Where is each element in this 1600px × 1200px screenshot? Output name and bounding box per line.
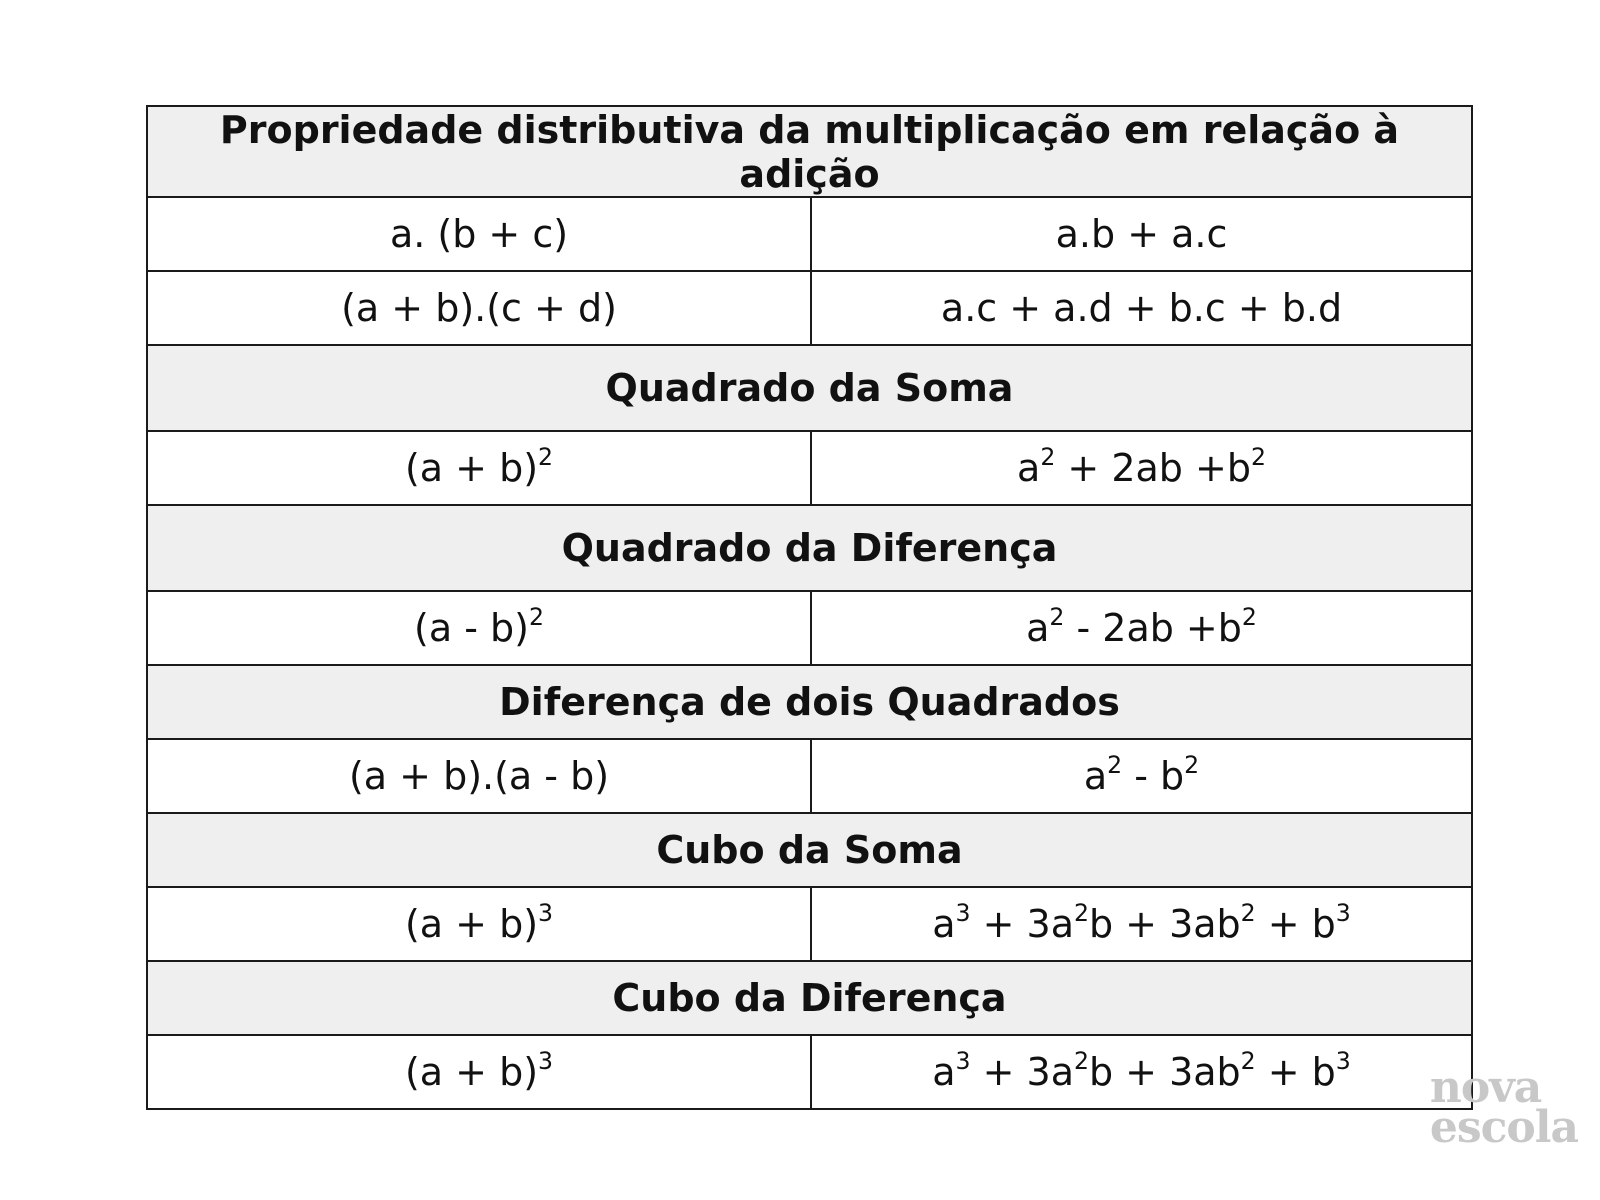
section-title-square-sum: Quadrado da Soma bbox=[147, 345, 1472, 431]
logo-line-escola: escola bbox=[1429, 1102, 1578, 1153]
section-title-cube-difference: Cubo da Diferença bbox=[147, 961, 1472, 1035]
section-header-row bbox=[147, 665, 1472, 739]
table-row bbox=[147, 739, 1472, 813]
formula-right: $a^2 - b^2$ bbox=[811, 739, 1472, 813]
nova-escola-logo bbox=[1429, 1062, 1578, 1153]
section-title-square-difference: Quadrado da Diferença bbox=[147, 505, 1472, 591]
section-title-distributive: Propriedade distributiva da multiplicação em relação à adição bbox=[147, 106, 1472, 197]
formula-right: $a^3 + 3a^2b + 3ab^2 + b^3$ bbox=[811, 887, 1472, 961]
formula-left: a. (b + c) bbox=[147, 197, 811, 271]
section-header-row bbox=[147, 961, 1472, 1035]
section-title-cube-sum: Cubo da Soma bbox=[147, 813, 1472, 887]
formula-left: (a - b)$^2$ bbox=[147, 591, 811, 665]
section-title-difference-of-squares: Diferença de dois Quadrados bbox=[147, 665, 1472, 739]
formula-left: $(a + b)^2$ bbox=[147, 431, 811, 505]
formula-right: $a^2 + 2ab +b^2$ bbox=[811, 431, 1472, 505]
table-row bbox=[147, 271, 1472, 345]
section-header-row bbox=[147, 345, 1472, 431]
section-header-row bbox=[147, 106, 1472, 197]
formula-left: (a + b).(a - b) bbox=[147, 739, 811, 813]
formula-right: a.b + a.c bbox=[811, 197, 1472, 271]
formula-left: $(a + b)^3$ bbox=[147, 887, 811, 961]
table-row bbox=[147, 431, 1472, 505]
formula-right: $a^3 + 3a^2b + 3ab^2 + b^3$ bbox=[811, 1035, 1472, 1109]
table-row bbox=[147, 1035, 1472, 1109]
logo-line-nova: nova bbox=[1429, 1062, 1542, 1113]
formula-table bbox=[146, 105, 1473, 1110]
formula-left: $(a + b)^3$ bbox=[147, 1035, 811, 1109]
section-header-row bbox=[147, 813, 1472, 887]
table-row bbox=[147, 197, 1472, 271]
formula-right: a.c + a.d + b.c + b.d bbox=[811, 271, 1472, 345]
table-row bbox=[147, 591, 1472, 665]
formula-left: (a + b).(c + d) bbox=[147, 271, 811, 345]
formula-right: $a^2 - 2ab +b^2$ bbox=[811, 591, 1472, 665]
table-row bbox=[147, 887, 1472, 961]
section-header-row bbox=[147, 505, 1472, 591]
